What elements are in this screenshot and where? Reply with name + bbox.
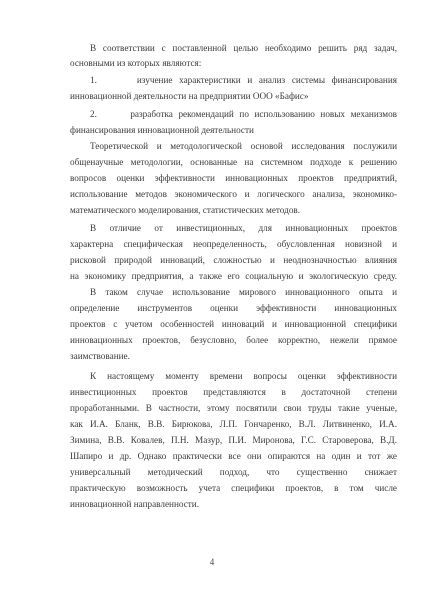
text-line: В соответствии с поставленной целью необходимо решить ряд задач, bbox=[90, 43, 397, 53]
text-line: универсальный методический подход, что существенно снижает bbox=[70, 467, 397, 477]
text-line: основными из которых являются: bbox=[70, 58, 202, 68]
text-line: инвестиционных проектов представляются в достаточной степени bbox=[70, 387, 397, 397]
text-line: общенаучные методологии, основанные на системном подходе к решению bbox=[70, 157, 397, 167]
text-line: инновационных проектов, безусловно, более корректно, нежели прямое bbox=[70, 335, 397, 345]
text-line: проработанными. В частности, этому посвятили свои труды такие ученые, bbox=[70, 403, 397, 413]
page-number: 4 bbox=[209, 557, 215, 567]
text-line: Зимина, В.В. Ковалев, П.Н. Мазур, П.И. Миронова, Г.С. Староверова, В.Д. bbox=[70, 435, 397, 445]
text-line: математического моделирования, статистических методов. bbox=[70, 205, 301, 215]
text-line: инновационной деятельности на предприятии ООО «Бафис» bbox=[70, 91, 309, 101]
text-line: использование методов экономического и логического анализа, экономико- bbox=[70, 189, 397, 199]
text-line: финансирования инновационной деятельности bbox=[70, 125, 254, 135]
text-line: на экономику предприятия, а также его социальную и экологическую среду. bbox=[70, 271, 397, 281]
text-line: Теоретической и методологической основой исследования послужили bbox=[90, 141, 397, 151]
text-line: заимствование. bbox=[70, 351, 130, 361]
text-line: характерна специфическая неопределенность, обусловленная новизной и bbox=[70, 239, 397, 249]
text-line: К настоящему моменту времени вопросы оценки эффективности bbox=[90, 371, 397, 381]
text-line: Шапиро и др. Однако практически все они опираются на один и тот же bbox=[70, 451, 397, 461]
text-line: практическую возможность учета специфики проектов, в том числе bbox=[70, 483, 397, 493]
text-line: инновационной направленности. bbox=[70, 499, 200, 509]
text-line: В таком случае использование мирового инновационного опыта и bbox=[90, 287, 397, 297]
text-line: вопросов оценки эффективности инновационных проектов предприятий, bbox=[70, 173, 397, 183]
list-item-1: 1. изучение характеристики и анализ системы финансирования bbox=[90, 75, 397, 85]
text-line: как И.А. Бланк, В.В. Бирюкова, Л.П. Гончаренко, В.Л. Литвиненко, И.А. bbox=[70, 419, 397, 429]
text-line: В отличие от инвестиционных, для инновационных проектов bbox=[90, 223, 397, 233]
text-line: рисковой природой инноваций, сложностью и неоднозначностью влияния bbox=[70, 255, 397, 265]
list-item-2: 2. разработка рекомендаций по использованию новых механизмов bbox=[90, 109, 397, 119]
text-line: определение инструментов оценки эффективности инновационных bbox=[70, 303, 397, 313]
text-line: проектов с учетом особенностей инноваций и инновационной специфики bbox=[70, 319, 397, 329]
